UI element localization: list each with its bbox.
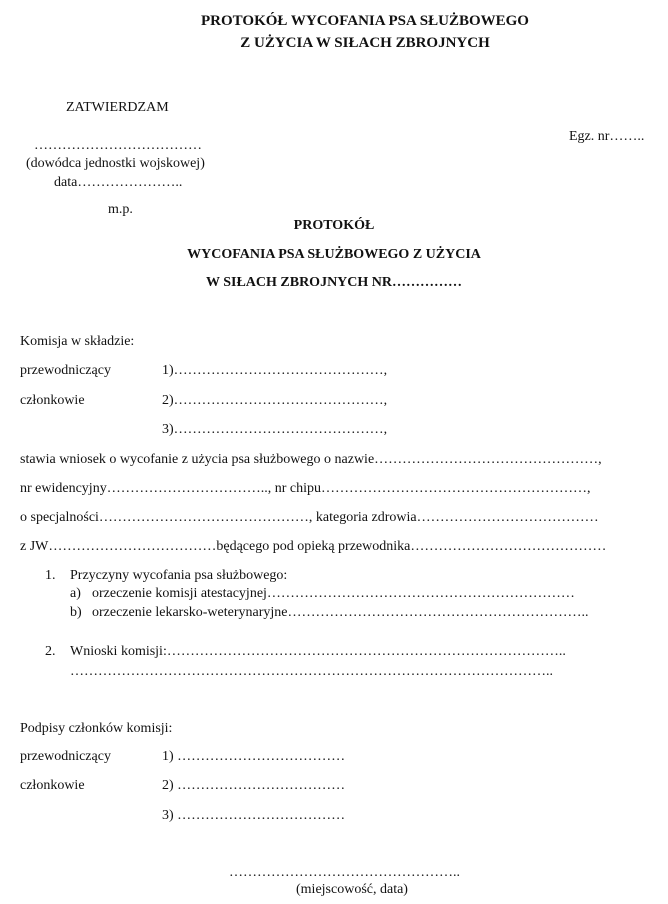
- specialty-health-line: o specjalności………………………………………, kategoria zdrowia…………………………………: [20, 510, 599, 525]
- commission-members-label: członkowie: [20, 393, 85, 408]
- unit-handler-line: z JW………………………………będącego pod opieką przewodnika……………………………………: [20, 539, 607, 554]
- copy-number: Egz. nr……..: [569, 129, 645, 144]
- commander-caption: (dowódca jednostki wojskowej): [26, 156, 205, 171]
- document-title-line-1: PROTOKÓŁ WYCOFANIA PSA SŁUŻBOWEGO: [201, 13, 529, 29]
- reasons-number: 1.: [45, 568, 56, 583]
- approve-label: ZATWIERDZAM: [66, 100, 169, 115]
- reason-a-text: orzeczenie komisji atestacyjnej…………………………………………………………: [92, 586, 575, 601]
- place-date-caption: (miejscowość, data): [296, 882, 408, 897]
- commission-member-line-3: 3)………………………………………,: [162, 422, 388, 437]
- reason-b-letter: b): [70, 605, 82, 620]
- approval-date-line: data…………………..: [54, 175, 183, 190]
- conclusions-line-1: Wnioski komisji:…………………………………………………………………………..: [70, 644, 566, 659]
- protocol-title-line-1: PROTOKÓŁ: [293, 218, 375, 233]
- reasons-title: Przyczyny wycofania psa służbowego:: [70, 568, 288, 583]
- signatures-members-label: członkowie: [20, 778, 85, 793]
- conclusions-line-2: …………………………………………………………………………………………..: [70, 664, 553, 679]
- request-line: stawia wniosek o wycofanie z użycia psa służbowego o nazwie…………………………………………,: [20, 452, 602, 467]
- commission-chair-line: 1)………………………………………,: [162, 363, 388, 378]
- commission-heading: Komisja w składzie:: [20, 334, 135, 349]
- commission-member-line-2: 2)………………………………………,: [162, 393, 388, 408]
- conclusions-number: 2.: [45, 644, 56, 659]
- commission-chair-label: przewodniczący: [20, 363, 111, 378]
- signatures-heading: Podpisy członków komisji:: [20, 721, 173, 736]
- stamp-label: m.p.: [108, 202, 133, 217]
- signatures-chair-line: 1) ………………………………: [162, 749, 346, 764]
- signatures-member-line-2: 2) ………………………………: [162, 778, 346, 793]
- document-title-line-2: Z UŻYCIA W SIŁACH ZBROJNYCH: [240, 35, 490, 51]
- signatures-chair-label: przewodniczący: [20, 749, 111, 764]
- protocol-title-line-2: WYCOFANIA PSA SŁUŻBOWEGO Z UŻYCIA: [187, 247, 481, 262]
- registry-chip-line: nr ewidencyjny…………………………….., nr chipu…………………………………………………,: [20, 481, 591, 496]
- reason-b-text: orzeczenie lekarsko-weterynaryjne………………………………………………………..: [92, 605, 589, 620]
- reason-a-letter: a): [70, 586, 81, 601]
- place-date-line: …………………………………………..: [229, 865, 460, 880]
- protocol-title-line-3: W SIŁACH ZBROJNYCH NR……………: [205, 275, 463, 290]
- commander-signature-line: ………………………………: [34, 138, 202, 153]
- signatures-member-line-3: 3) ………………………………: [162, 808, 346, 823]
